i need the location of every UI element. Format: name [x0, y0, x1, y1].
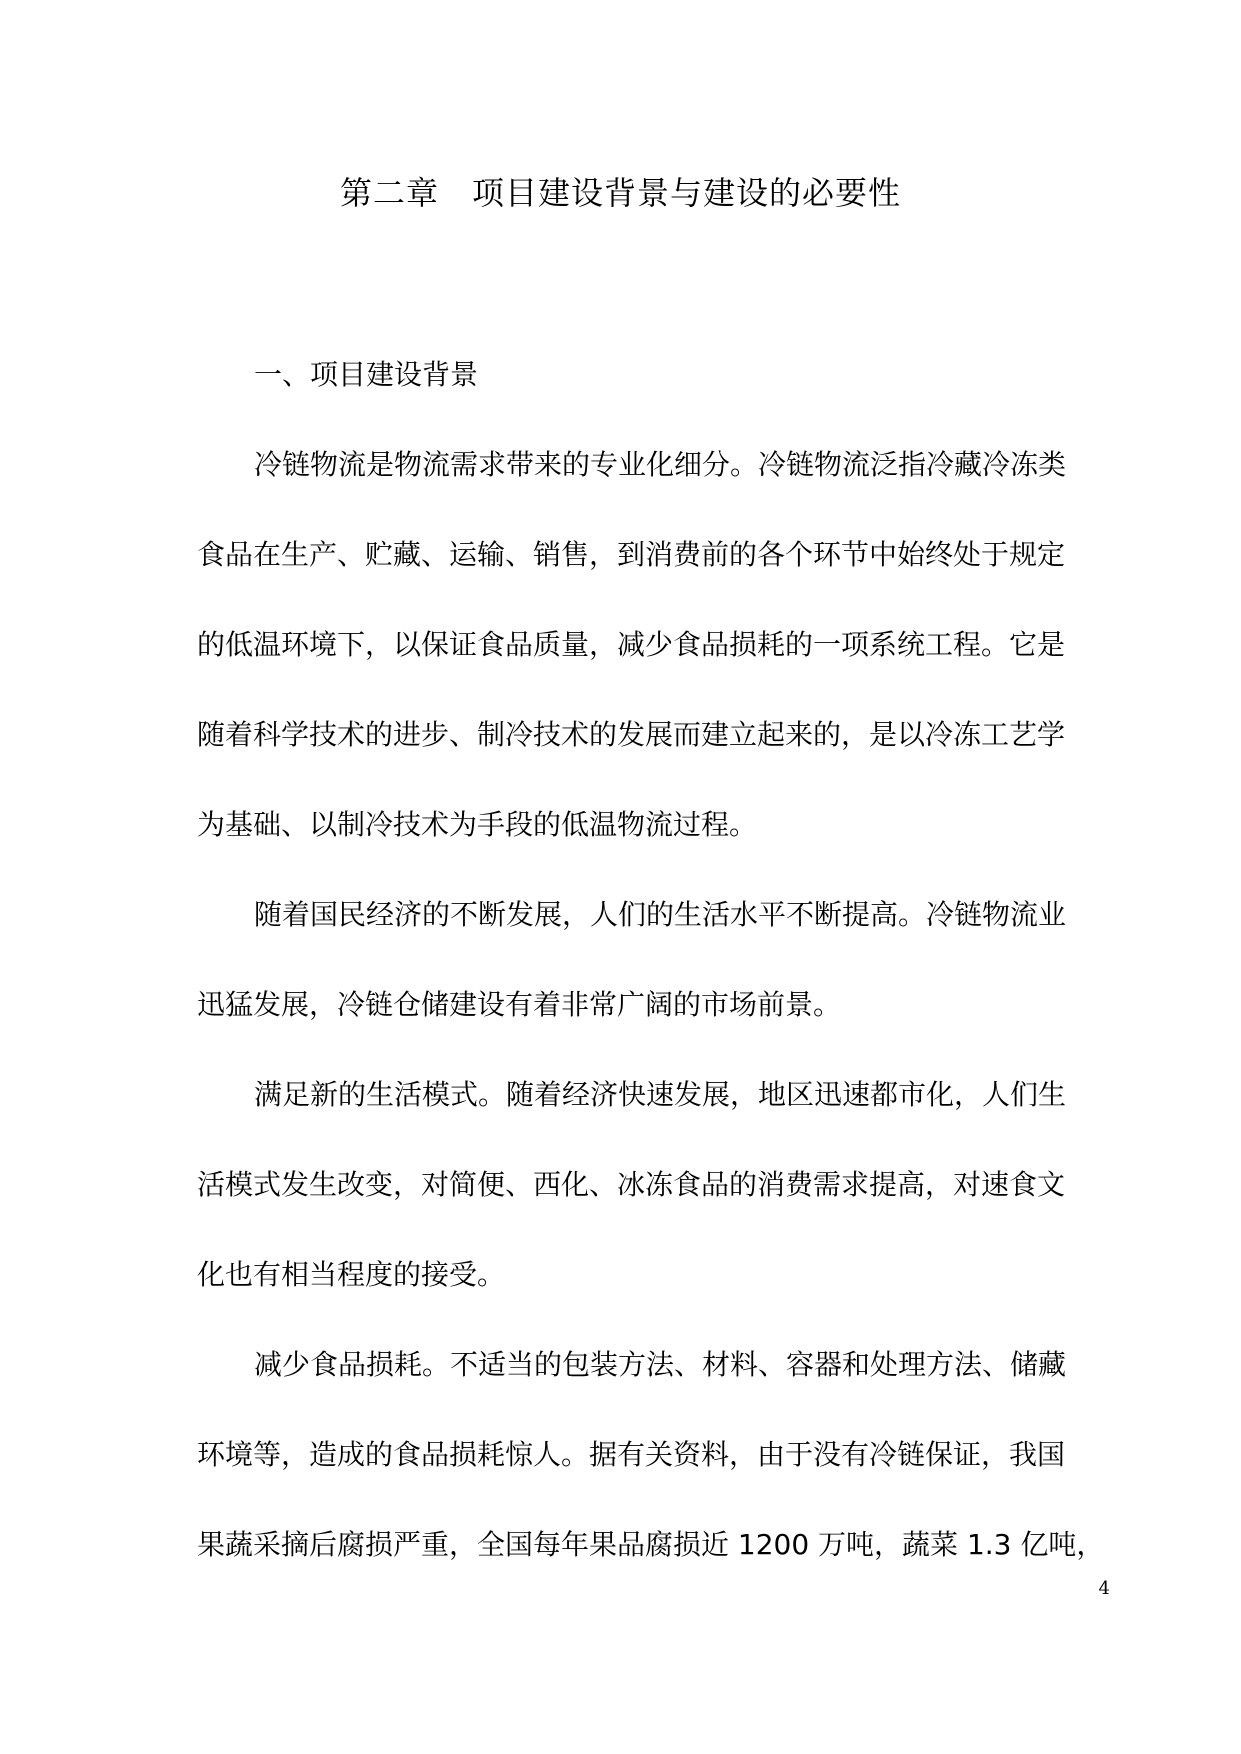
paragraph-2-line-2: 迅猛发展，冷链仓储建设有着非常广阔的市场前景。 — [197, 988, 842, 1021]
paragraph-1-line-5: 为基础、以制冷技术为手段的低温物流过程。 — [197, 808, 758, 841]
paragraph-3-line-2: 活模式发生改变，对简便、西化、冰冻食品的消费需求提高，对速食文 — [197, 1168, 1066, 1201]
paragraph-1-line-3: 的低温环境下，以保证食品质量，减少食品损耗的一项系统工程。它是 — [197, 628, 1066, 661]
paragraph-2-line-1: 随着国民经济的不断发展，人们的生活水平不断提高。冷链物流业 — [254, 898, 1067, 931]
paragraph-1-line-4: 随着科学技术的进步、制冷技术的发展而建立起来的，是以冷冻工艺学 — [197, 718, 1066, 751]
paragraph-1-line-2: 食品在生产、贮藏、运输、销售，到消费前的各个环节中始终处于规定 — [197, 538, 1066, 571]
paragraph-3-line-3: 化也有相当程度的接受。 — [197, 1258, 506, 1291]
paragraph-4-line-3: 果蔬采摘后腐损严重，全国每年果品腐损近 1200 万吨，蔬菜 1.3 亿吨， — [197, 1528, 1105, 1561]
section-heading: 一、项目建设背景 — [254, 358, 479, 391]
paragraph-3-line-1: 满足新的生活模式。随着经济快速发展，地区迅速都市化，人们生 — [254, 1078, 1067, 1111]
page-number: 4 — [1098, 1578, 1110, 1599]
paragraph-4-line-2: 环境等，造成的食品损耗惊人。据有关资料，由于没有冷链保证，我国 — [197, 1438, 1066, 1471]
paragraph-1-line-1: 冷链物流是物流需求带来的专业化细分。冷链物流泛指冷藏冷冻类 — [254, 448, 1067, 481]
paragraph-4-line-1: 减少食品损耗。不适当的包装方法、材料、容器和处理方法、储藏 — [254, 1348, 1067, 1381]
chapter-title: 第二章 项目建设背景与建设的必要性 — [339, 174, 901, 212]
